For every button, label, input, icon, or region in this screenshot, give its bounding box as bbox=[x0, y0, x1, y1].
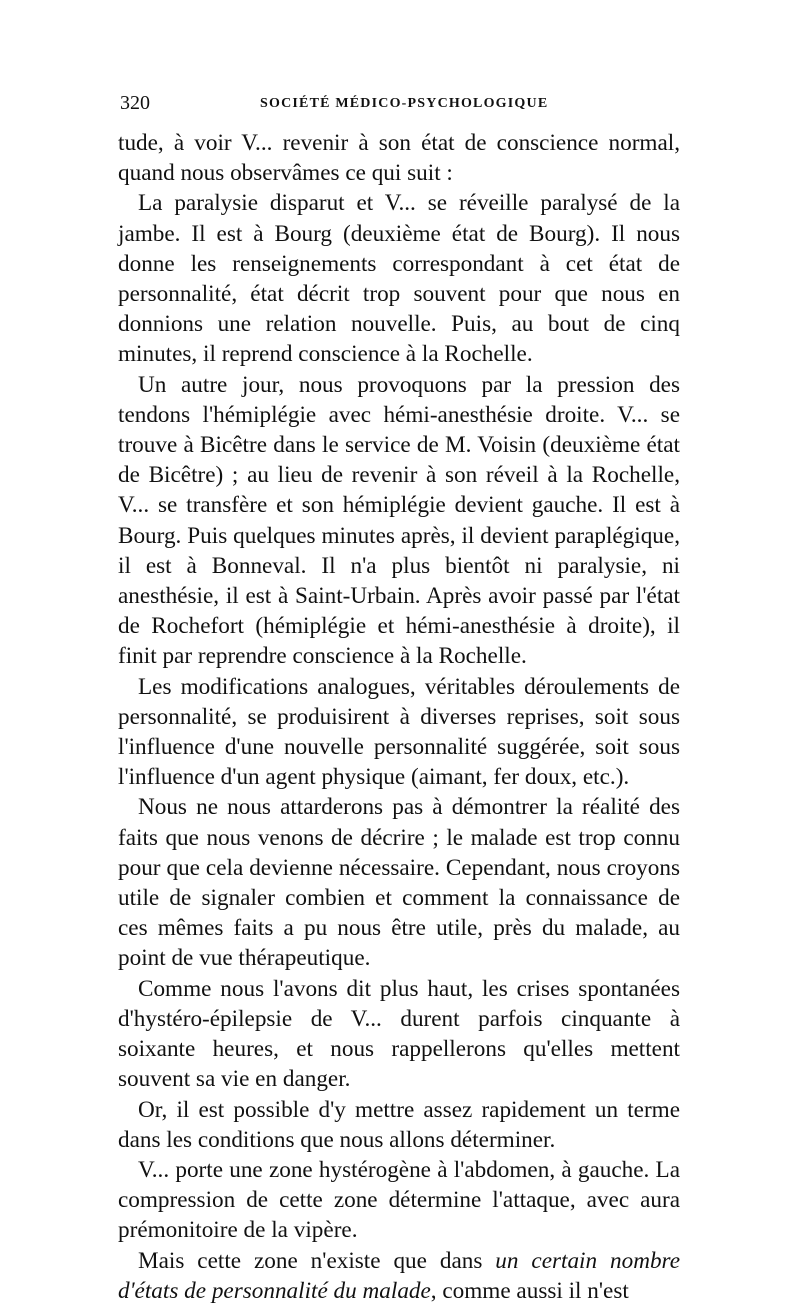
paragraph: Comme nous l'avons dit plus haut, les crises spontanées d'hystéro-épilepsie de V... durent parfois cinquante à soixante heures, et nous rappellerons qu'elles mettent souvent sa vie en danger. bbox=[118, 975, 680, 1093]
page-header bbox=[120, 92, 680, 116]
text-run: Mais cette zone n'existe que dans bbox=[138, 1247, 496, 1274]
body-text bbox=[118, 128, 680, 1306]
paragraph: Nous ne nous attarderons pas à démontrer la réalité des faits que nous venons de décrire ; le malade est trop connu pour que cela devienne nécessaire. Cependant, nous croyons utile de signaler combien et comment la connaissance de ces mêmes faits a pu nous être utile, près du malade, au point de vue thérapeutique. bbox=[118, 794, 680, 972]
paragraph: Or, il est possible d'y mettre assez rapidement un terme dans les conditions que nous allons déterminer. bbox=[118, 1096, 680, 1153]
text-run: , comme aussi il n'est bbox=[430, 1277, 629, 1304]
paragraph: V... porte une zone hystérogène à l'abdomen, à gauche. La compression de cette zone détermine l'attaque, avec aura prémonitoire de la vipère. bbox=[118, 1156, 680, 1244]
paragraph-last bbox=[118, 1246, 680, 1306]
paragraph: Les modifications analogues, véritables déroulements de personnalité, se produisirent à diverses reprises, soit sous l'influence d'une nouvelle personnalité suggérée, soit sous l'influence d'un agent physique (aimant, fer doux, etc.). bbox=[118, 673, 680, 791]
page-number: 320 bbox=[120, 92, 150, 114]
paragraph: La paralysie disparut et V... se réveille paralysé de la jambe. Il est à Bourg (deuxième état de Bourg). Il nous donne les renseignements correspondant à cet état de personnalité, état décrit trop souvent pour que nous en donnions une relation nouvelle. Puis, au bout de cinq minutes, il reprend conscience à la Rochelle. bbox=[118, 190, 680, 368]
running-head: SOCIÉTÉ MÉDICO-PSYCHOLOGIQUE bbox=[260, 96, 549, 111]
paragraph-continued: tude, à voir V... revenir à son état de conscience normal, quand nous observâmes ce qui suit : bbox=[118, 130, 680, 187]
italic-phrase: un certain nombre d'états de personnalité du malade bbox=[118, 1247, 680, 1304]
paragraph: Un autre jour, nous provoquons par la pression des tendons l'hémiplégie avec hémi-anesthésie droite. V... se trouve à Bicêtre dans le service de M. Voisin (deuxième état de Bicêtre) ; au lieu de revenir à son réveil à la Rochelle, V... se transfère et son hémiplégie devient gauche. Il est à Bourg. Puis quelques minutes après, il devient paraplégique, il est à Bonneval. Il n'a plus bientôt ni paralysie, ni anesthésie, il est à Saint-Urbain. Après avoir passé par l'état de Rochefort (hémiplégie et hémi-anesthésie à droite), il finit par reprendre conscience à la Rochelle. bbox=[118, 371, 680, 670]
